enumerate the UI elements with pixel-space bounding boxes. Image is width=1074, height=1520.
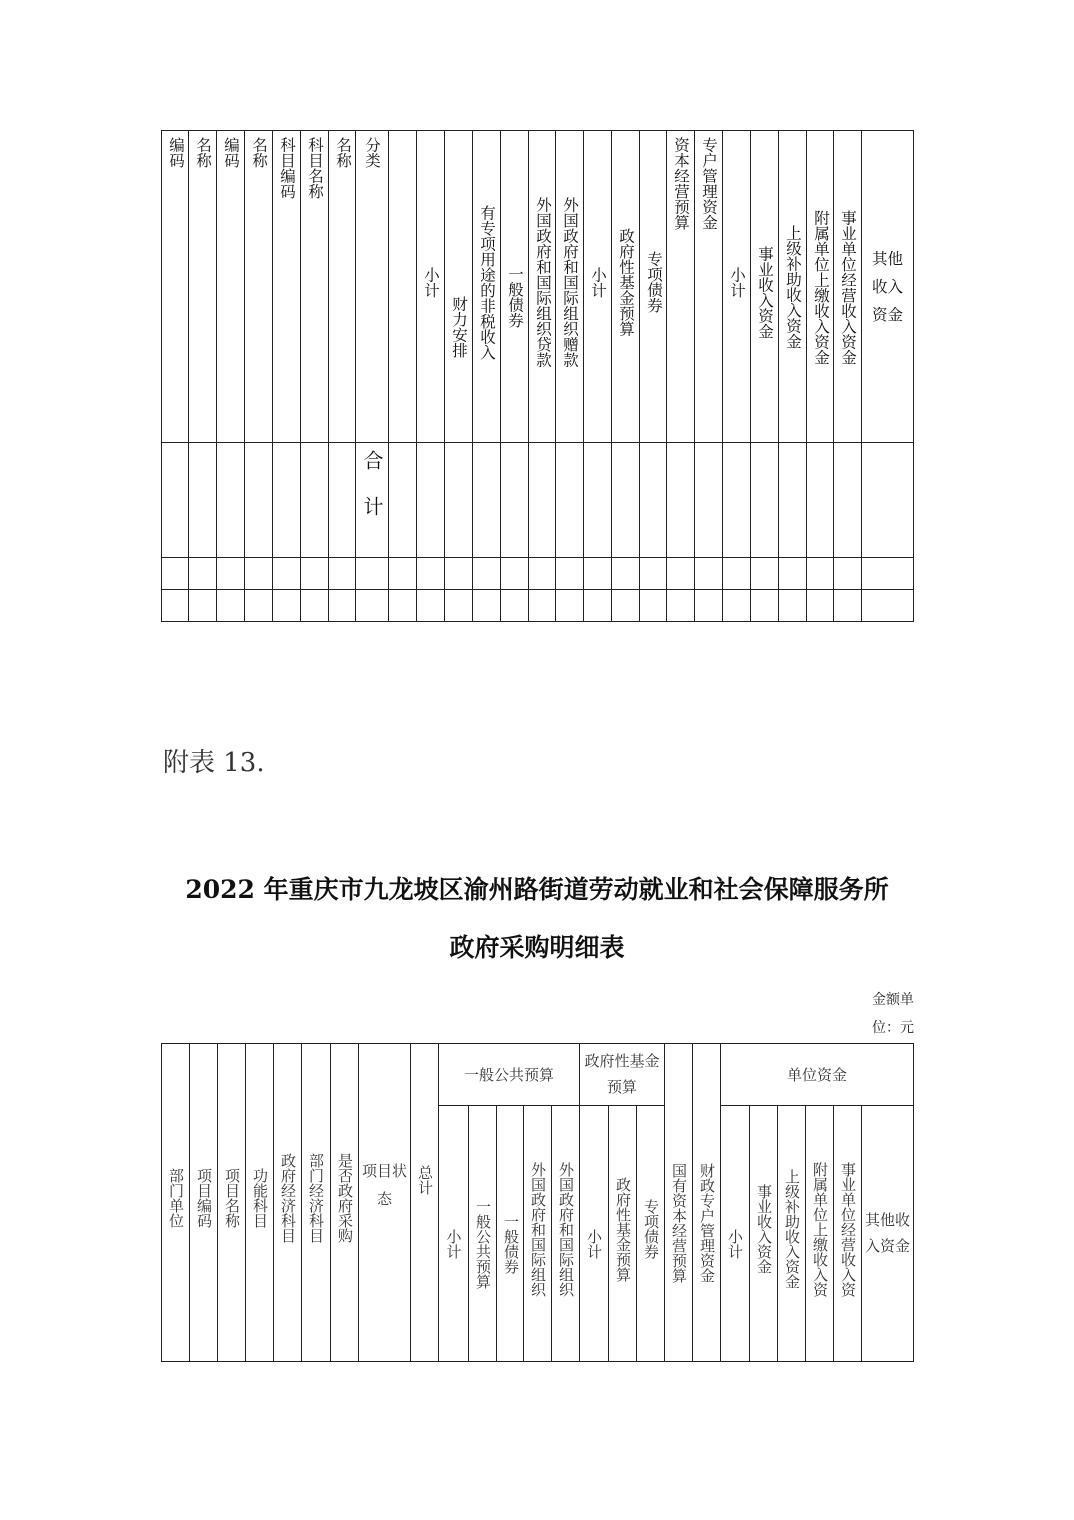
header-cell bbox=[162, 131, 189, 443]
header-label: 一般债券 bbox=[506, 266, 524, 328]
header-cell bbox=[807, 131, 834, 443]
header-label: 专项债券 bbox=[645, 251, 663, 313]
header-label: 其他收入资金 bbox=[871, 249, 903, 324]
procurement-table bbox=[161, 1043, 914, 1362]
header-label: 一般公共预算 bbox=[474, 1199, 492, 1289]
header-label: 部门经济科目 bbox=[307, 1153, 325, 1243]
header-cell bbox=[637, 1106, 665, 1362]
header-cell bbox=[778, 1106, 806, 1362]
header-label: 附属单位上缴收入资 bbox=[811, 1161, 830, 1297]
header-label: 事业收入资金 bbox=[756, 245, 774, 339]
header-label: 有专项用途的非税收入 bbox=[478, 204, 496, 360]
header-label: 专户管理资金 bbox=[700, 137, 718, 230]
group-label: 一般公共预算 bbox=[463, 1065, 554, 1084]
header-label: 小计 bbox=[422, 266, 440, 298]
header-label: 分类 bbox=[363, 137, 381, 168]
header-label: 外国政府和国际组织赠款 bbox=[561, 196, 579, 368]
header-cell bbox=[806, 1106, 834, 1362]
header-cell bbox=[273, 131, 301, 443]
header-cell bbox=[723, 131, 751, 443]
header-cell bbox=[217, 131, 245, 443]
header-label: 编码 bbox=[222, 137, 240, 168]
header-label: 名称 bbox=[334, 137, 352, 168]
header-label: 上级补助收入资金 bbox=[784, 225, 802, 349]
header-cell bbox=[584, 131, 612, 443]
header-cell bbox=[640, 131, 667, 443]
group-header-general-budget bbox=[439, 1044, 580, 1106]
header-label: 政府经济科目 bbox=[279, 1153, 297, 1243]
header-cell bbox=[329, 131, 356, 443]
header-label: 功能科目 bbox=[251, 1168, 269, 1228]
header-cell bbox=[246, 1044, 274, 1362]
group-label: 单位资金 bbox=[787, 1065, 848, 1084]
header-cell bbox=[834, 1106, 862, 1362]
header-cell bbox=[473, 131, 501, 443]
header-label: 附属单位上缴收入资金 bbox=[812, 209, 830, 365]
header-label: 财力安排 bbox=[450, 296, 468, 358]
header-cell bbox=[751, 131, 779, 443]
header-label: 外国政府和国际组织 bbox=[529, 1161, 547, 1297]
header-cell bbox=[556, 131, 584, 443]
header-label: 科目编码 bbox=[278, 137, 296, 199]
header-label: 专项债券 bbox=[642, 1199, 660, 1259]
header-label: 事业单位经营收入资金 bbox=[839, 209, 857, 365]
header-cell bbox=[245, 131, 273, 443]
header-cell bbox=[190, 1044, 218, 1362]
header-cell bbox=[218, 1044, 246, 1362]
header-label: 其他收入资金 bbox=[865, 1211, 911, 1255]
header-label: 名称 bbox=[194, 137, 212, 168]
header-label: 总计 bbox=[416, 1165, 434, 1195]
header-cell bbox=[721, 1106, 750, 1362]
total-row bbox=[162, 443, 914, 558]
header-cell bbox=[529, 131, 556, 443]
header-cell bbox=[862, 1106, 914, 1362]
header-label: 编码 bbox=[167, 137, 185, 168]
header-cell bbox=[501, 131, 529, 443]
header-label: 财政专户管理资金 bbox=[698, 1163, 717, 1283]
header-cell bbox=[445, 131, 473, 443]
header-cell bbox=[695, 131, 723, 443]
header-label: 外国政府和国际组织 bbox=[557, 1161, 575, 1297]
header-label: 事业收入资金 bbox=[755, 1184, 774, 1274]
header-label: 外国政府和国际组织贷款 bbox=[534, 196, 552, 368]
header-label: 小计 bbox=[728, 266, 746, 298]
total-label: 合计 bbox=[360, 449, 384, 542]
header-label: 小计 bbox=[444, 1229, 463, 1259]
header-cell-empty bbox=[389, 131, 417, 443]
header-cell bbox=[469, 1106, 497, 1362]
header-cell bbox=[667, 131, 695, 443]
header-label: 上级补助收入资金 bbox=[783, 1169, 802, 1289]
header-cell bbox=[331, 1044, 359, 1362]
header-label: 是否政府采购 bbox=[336, 1153, 354, 1243]
header-label: 名称 bbox=[250, 137, 268, 168]
header-cell bbox=[356, 131, 389, 443]
header-label: 政府性基金预算 bbox=[614, 1176, 632, 1282]
header-cell bbox=[439, 1106, 469, 1362]
header-label: 部门单位 bbox=[167, 1168, 185, 1228]
header-cell bbox=[750, 1106, 778, 1362]
header-cell bbox=[162, 1044, 190, 1362]
header-cell bbox=[301, 131, 329, 443]
header-cell bbox=[302, 1044, 331, 1362]
header-cell bbox=[189, 131, 217, 443]
unit-label-line1: 金额单 bbox=[872, 992, 914, 1008]
header-cell bbox=[552, 1106, 580, 1362]
header-cell bbox=[411, 1044, 439, 1362]
header-cell bbox=[580, 1106, 609, 1362]
appendix-label: 附表 13. bbox=[163, 748, 265, 778]
header-label: 政府性基金预算 bbox=[617, 227, 635, 337]
header-cell bbox=[497, 1106, 524, 1362]
header-cell bbox=[524, 1106, 552, 1362]
header-label: 一般债券 bbox=[502, 1214, 520, 1274]
header-cell bbox=[609, 1106, 637, 1362]
header-cell bbox=[417, 131, 445, 443]
unit-label-line2: 位：元 bbox=[872, 1020, 914, 1036]
header-cell bbox=[779, 131, 807, 443]
header-cell bbox=[274, 1044, 302, 1362]
page-title: 2022 年重庆市九龙坡区渝州路街道劳动就业和社会保障服务所 bbox=[185, 875, 889, 904]
table-row bbox=[162, 558, 914, 590]
header-label: 资本经营预算 bbox=[672, 137, 690, 230]
header-cell bbox=[693, 1044, 721, 1362]
group-header-gov-fund bbox=[580, 1044, 665, 1106]
header-cell bbox=[834, 131, 862, 443]
group-label: 政府性基金预算 bbox=[584, 1052, 660, 1096]
header-label: 小计 bbox=[585, 1229, 603, 1259]
header-label: 事业单位经营收入资 bbox=[839, 1161, 858, 1297]
header-cell bbox=[665, 1044, 693, 1362]
header-label: 项目状态 bbox=[361, 1161, 407, 1208]
header-cell bbox=[862, 131, 914, 443]
header-label: 项目名称 bbox=[223, 1168, 241, 1228]
header-label: 项目编码 bbox=[195, 1168, 213, 1228]
header-label: 国有资本经营预算 bbox=[670, 1163, 689, 1283]
header-cell bbox=[612, 131, 640, 443]
page-subtitle: 政府采购明细表 bbox=[449, 933, 625, 962]
header-label: 科目名称 bbox=[306, 137, 324, 199]
header-label: 小计 bbox=[589, 266, 607, 298]
budget-table-continued bbox=[161, 130, 914, 622]
header-cell bbox=[359, 1044, 411, 1362]
total-cell bbox=[356, 443, 389, 558]
group-header-unit-funds bbox=[721, 1044, 914, 1106]
header-label: 小计 bbox=[726, 1229, 745, 1259]
table-row bbox=[162, 590, 914, 622]
